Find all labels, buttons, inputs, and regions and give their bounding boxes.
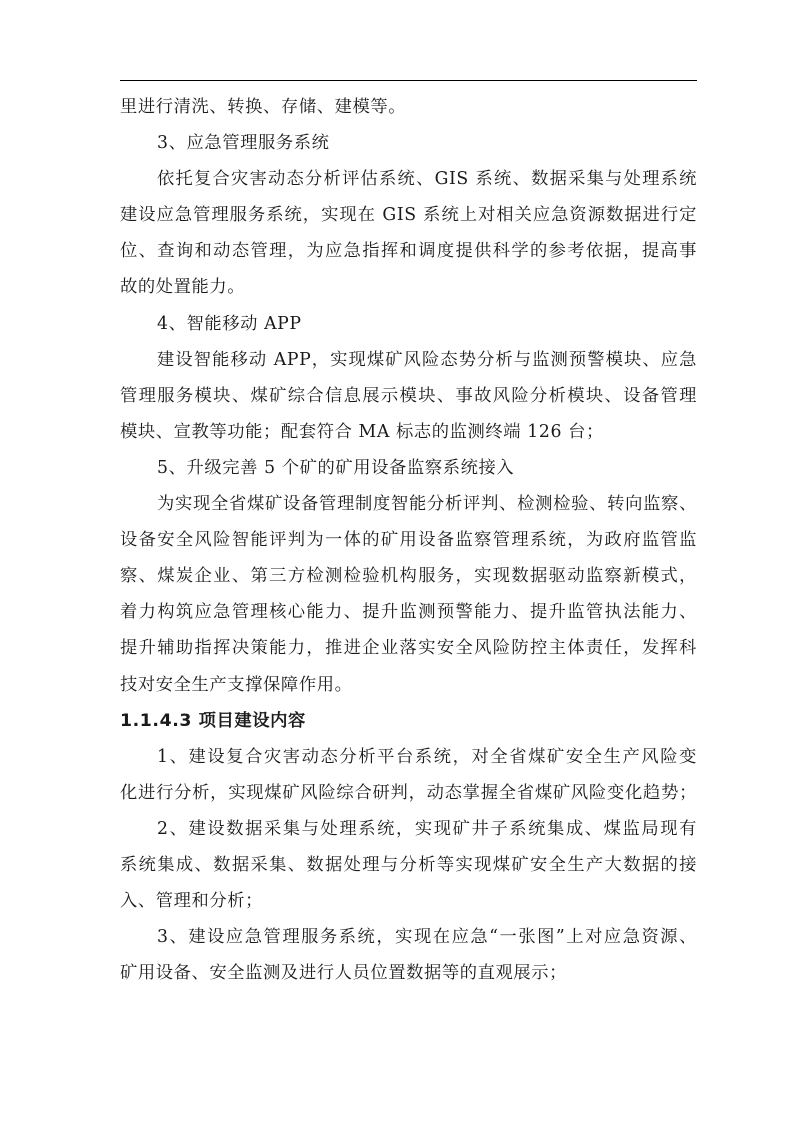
section-heading: 1.1.4.3 项目建设内容 [120,710,306,731]
text-line: 提升辅助指挥决策能力，推进企业落实安全风险防控主体责任，发挥科 [120,638,697,659]
text-line: 系统集成、数据采集、数据处理与分析等实现煤矿安全生产大数据的接 [120,854,697,875]
text-line: 化进行分析，实现煤矿风险综合研判，动态掌握全省煤矿风险变化趋势； [120,782,697,803]
text-line: 矿用设备、安全监测及进行人员位置数据等的直观展示； [120,963,568,984]
text-line: 3、建设应急管理服务系统，实现在应急“一张图”上对应急资源、 [157,927,697,948]
text-line: 管理服务模块、煤矿综合信息展示模块、事故风险分析模块、设备管理 [120,385,697,406]
text-line: 1、建设复合灾害动态分析平台系统，对全省煤矿安全生产风险变 [157,746,697,767]
text-line: 3、应急管理服务系统 [157,133,330,154]
document-body [120,89,697,991]
text-line: 2、建设数据采集与处理系统，实现矿井子系统集成、煤监局现有 [157,818,697,839]
text-line: 设备安全风险智能评判为一体的矿用设备监察管理系统，为政府监管监 [120,530,697,551]
text-line: 里进行清洗、转换、存储、建模等。 [120,97,407,117]
text-line: 位、查询和动态管理，为应急指挥和调度提供科学的参考依据，提高事 [120,241,697,262]
text-line: 建设智能移动 APP，实现煤矿风险态势分析与监测预警模块、应急 [157,349,697,370]
text-line: 技对安全生产支撑保障作用。 [120,674,353,695]
header-rule [120,80,697,81]
text-line: 5、升级完善 5 个矿的矿用设备监察系统接入 [157,457,515,478]
text-line: 入、管理和分析； [120,891,264,912]
text-line: 故的处置能力。 [120,277,246,298]
text-line: 为实现全省煤矿设备管理制度智能分析评判、检测检验、转向监察、 [157,494,697,515]
text-line: 察、煤炭企业、第三方检测检验机构服务，实现数据驱动监察新模式， [120,566,697,587]
text-line: 建设应急管理服务系统，实现在 GIS 系统上对相关应急资源数据进行定 [120,205,697,226]
text-line: 4、智能移动 APP [157,313,302,334]
text-line: 模块、宣教等功能；配套符合 MA 标志的监测终端 126 台； [120,421,604,442]
text-line: 着力构筑应急管理核心能力、提升监测预警能力、提升监管执法能力、 [120,602,697,623]
text-line: 依托复合灾害动态分析评估系统、GIS 系统、数据采集与处理系统 [157,169,697,190]
